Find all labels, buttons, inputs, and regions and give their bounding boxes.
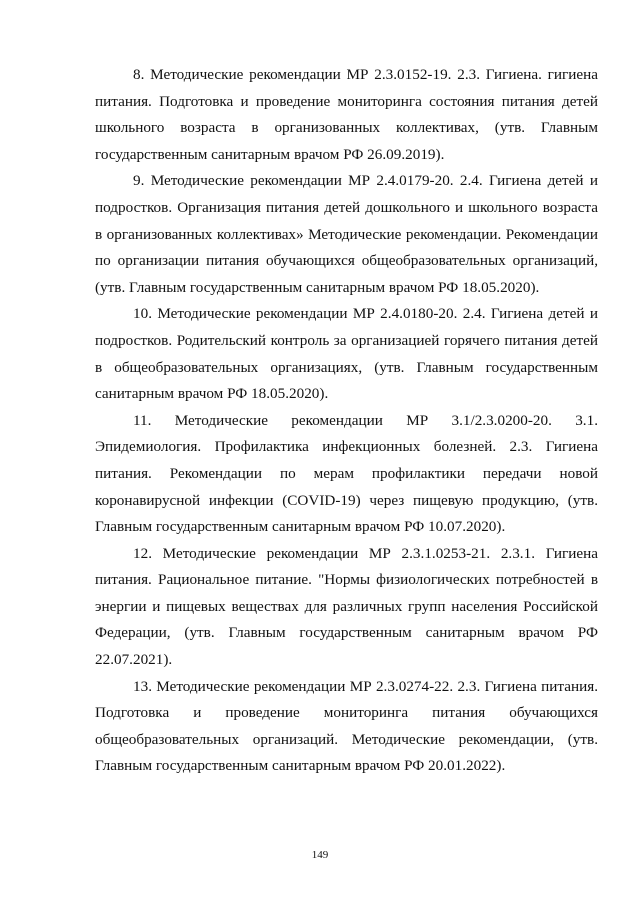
reference-item-12: 12. Методические рекомендации МР 2.3.1.0253-21. 2.3.1. Гигиена питания. Рациональное питание. "Нормы физиологических потребностей в энергии и пищевых веществах для различных групп населения Российской Федерации, (утв. Главным государственным санитарным врачом РФ 22.07.2021). [95,544,598,669]
page-number: 149 [311,849,329,861]
reference-item-13: 13. Методические рекомендации МР 2.3.0274-22. 2.3. Гигиена питания. Подготовка и проведение мониторинга питания обучающихся общеобразовательных организаций. Методические рекомендации, (утв. Главным государственным санитарным врачом РФ 20.01.2022). [95,677,598,775]
reference-item-8: 8. Методические рекомендации МР 2.3.0152-19. 2.3. Гигиена. гигиена питания. Подготовка и проведение мониторинга состояния питания детей школьного возраста в организованных коллективах, (утв. Главным государственным санитарным врачом РФ 26.09.2019). [95,66,598,163]
reference-list [95,62,598,780]
reference-item-9: 9. Методические рекомендации МР 2.4.0179-20. 2.4. Гигиена детей и подростков. Организация питания детей дошкольного и школьного возраста в организованных коллективах» Методические рекомендации. Рекомендации по организации питания обучающихся общеобразовательных организаций, (утв. Главным государственным санитарным врачом РФ 18.05.2020). [95,172,598,296]
reference-item-11: 11. Методические рекомендации МР 3.1/2.3.0200-20. 3.1. Эпидемиология. Профилактика инфекционных болезней. 2.3. Гигиена питания. Рекомендации по мерам профилактики передачи новой коронавирусной инфекции (COVID-19) через пищевую продукцию, (утв. Главным государственным санитарным врачом РФ 10.07.2020). [95,411,598,536]
reference-item-10: 10. Методические рекомендации МР 2.4.0180-20. 2.4. Гигиена детей и подростков. Родительский контроль за организацией горячего питания детей в общеобразовательных организациях, (утв. Главным государственным санитарным врачом РФ 18.05.2020). [95,305,598,403]
